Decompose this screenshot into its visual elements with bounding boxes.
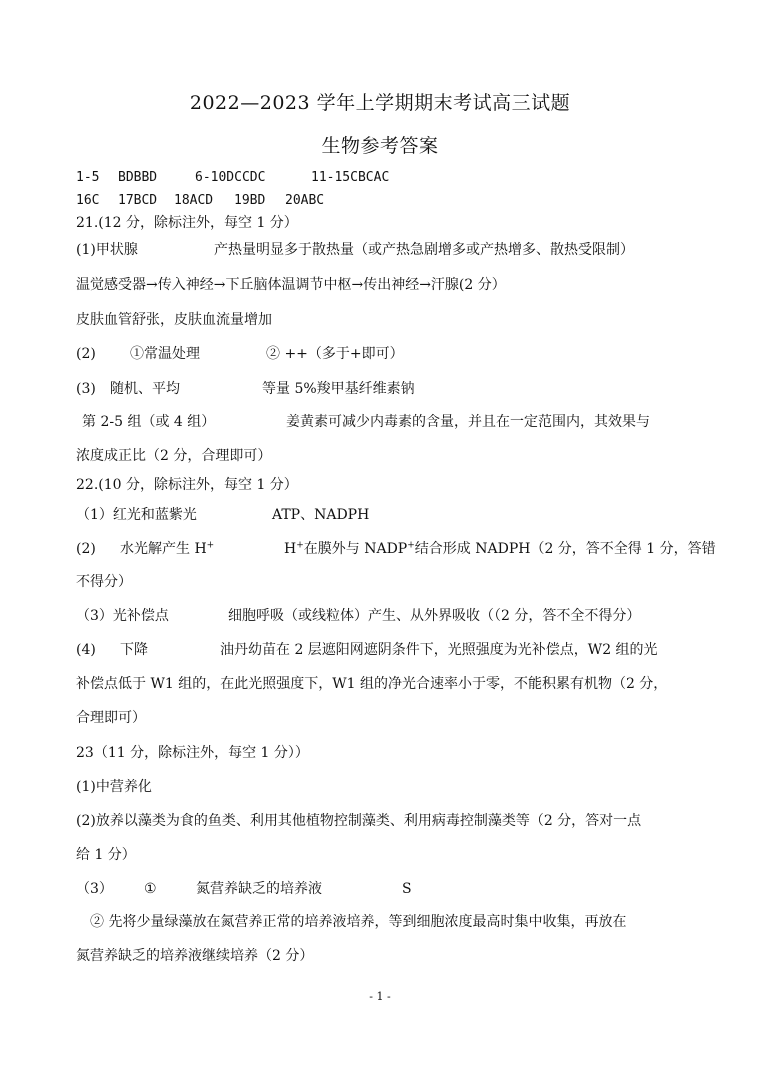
q23-part2-line: (2)放养以藻类为食的鱼类、利用其他植物控制藻类、利用病毒控制藻类等（2 分，答对一点: [76, 813, 642, 829]
q21-skin-answer: 皮肤血管舒张，皮肤血流量增加: [76, 312, 272, 328]
answer-item: 19BD: [234, 193, 266, 208]
answer-row-1: [76, 168, 389, 188]
q22-heading: 22.(10 分，除标注外，每空 1 分）: [76, 477, 298, 493]
q22-part3-line: （3）光补偿点 细胞呼吸（或线粒体）产生、从外界吸收（（2 分，答不全不得分）: [76, 608, 641, 624]
q21-part1-line: (1)甲状腺 产热量明显多于散热量（或产热急剧增多或产热增多、散热受限制）: [76, 242, 634, 258]
q22-part1-line: （1）红光和蓝紫光 ATP、NADPH: [76, 507, 370, 523]
q21-part3-result-cont: 浓度成正比（2 分，合理即可）: [76, 448, 272, 464]
q23-part3-method-cont: 氮营养缺乏的培养液继续培养（2 分）: [76, 948, 314, 964]
q21-part3-result: 第 2-5 组（或 4 组） 姜黄素可减少内毒素的含量，并且在一定范围内，其效果与: [82, 414, 650, 430]
q22-part2-cont: 不得分）: [76, 574, 132, 590]
page-title: 2022—2023 学年上学期期末考试高三试题: [189, 92, 571, 114]
answer-letters: 11-15CBCAC: [311, 170, 390, 185]
q21-part3-line: (3) 随机、平均 等量 5%羧甲基纤维素钠: [76, 381, 415, 397]
page-number: - 1 -: [369, 990, 391, 1003]
answer-item: 18ACD: [174, 193, 214, 208]
answer-letters: 6-10DCCDC: [195, 170, 266, 185]
q23-part2-cont: 给 1 分）: [76, 847, 136, 863]
answer-row-2: [76, 191, 324, 211]
q23-heading: 23（11 分，除标注外，每空 1 分））: [76, 745, 309, 761]
q21-part2-line: (2) ①常温处理 ② ++（多于+即可）: [76, 346, 404, 362]
q22-part4-cont2: 合理即可）: [76, 710, 146, 726]
answer-item: 20ABC: [285, 193, 325, 208]
answer-range: 1-5: [76, 170, 100, 185]
page-subtitle: 生物参考答案: [321, 135, 439, 157]
q21-reflex-arc: 温觉感受器→传入神经→下丘脑体温调节中枢→传出神经→汗腺(2 分）: [76, 277, 506, 293]
answer-item: 16C: [76, 193, 100, 208]
answer-item: 17BCD: [118, 193, 158, 208]
q22-part2-line: (2) 水光解产生 H+ H+在膜外与 NADP+结合形成 NADPH（2 分，答不全得 1 分，答错: [76, 540, 716, 557]
q22-part4-line: (4) 下降 油丹幼苗在 2 层遮阳网遮阴条件下，光照强度为光补偿点，W2 组的光: [76, 642, 658, 658]
answer-letters: BDBBD: [118, 170, 158, 185]
q23-part3-line: （3） ① 氮营养缺乏的培养液 S: [76, 881, 412, 897]
q23-part3-method: ② 先将少量绿藻放在氮营养正常的培养液培养，等到细胞浓度最高时集中收集，再放在: [90, 914, 627, 930]
q23-part1: (1)中营养化: [76, 779, 152, 795]
q22-part4-cont: 补偿点低于 W1 组的，在此光照强度下，W1 组的净光合速率小于零，不能积累有机物（2 分，: [76, 676, 668, 692]
q21-heading: 21.(12 分，除标注外，每空 1 分）: [76, 215, 298, 231]
